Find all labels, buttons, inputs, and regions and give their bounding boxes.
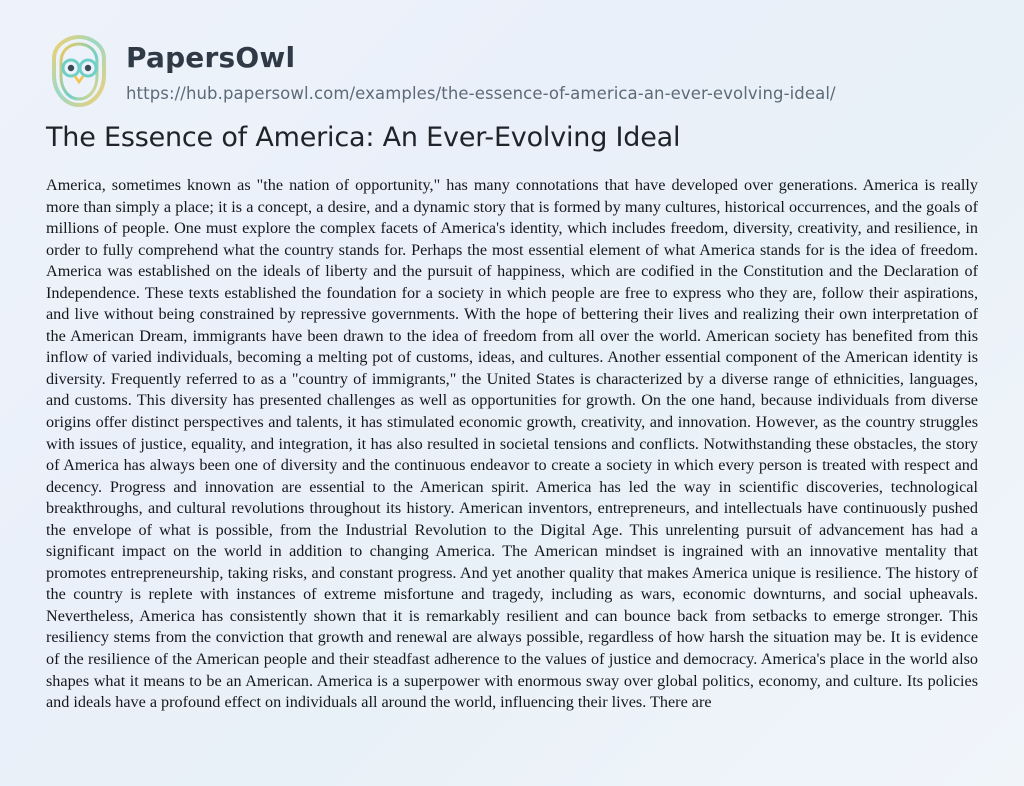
source-url[interactable]: https://hub.papersowl.com/examples/the-essence-of-america-an-ever-evolving-ideal/ [126, 83, 836, 103]
document-body-text: America, sometimes known as "the nation of opportunity," has many connotations that have developed over generations. America is really more than simply a place; it is a concept, a desire, and a dynamic story that is formed by many cultures, historical occurrences, and the goals of millions of people. One must explore the complex facets of America's identity, which includes freedom, diversity, creativity, and resilience, in order to fully comprehend what the country stands for. Perhaps the most essential element of what America stands for is the idea of freedom. America was established on the ideals of liberty and the pursuit of happiness, which are codified in the Constitution and the Declaration of Independence. These texts established the foundation for a society in which people are free to express who they are, follow their aspirations, and live without being constrained by repressive governments. With the hope of bettering their lives and realizing their own interpretation of the American Dream, immigrants have been drawn to the idea of freedom from all over the world. American society has benefited from this inflow of varied individuals, becoming a melting pot of customs, ideas, and cultures. Another essential component of the American identity is diversity. Frequently referred to as a "country of immigrants," the United States is characterized by a diverse range of ethnicities, languages, and customs. This diversity has presented challenges as well as opportunities for growth. On the one hand, because individuals from diverse origins offer distinct perspectives and talents, it has stimulated economic growth, creativity, and innovation. However, as the country struggles with issues of justice, equality, and integration, it has also resulted in societal tensions and conflicts. Notwithstanding these obstacles, the story of America has always been one of diversity and the continuous endeavor to create a society in which every person is treated with respect and decency. Progress and innovation are essential to the American spirit. America has led the way in scientific discoveries, technological breakthroughs, and cultural revolutions throughout its history. American inventors, entrepreneurs, and intellectuals have continuously pushed the envelope of what is possible, from the Industrial Revolution to the Digital Age. This unrelenting pursuit of advancement has had a significant impact on the world in addition to changing America. The American mindset is ingrained with an innovative mentality that promotes entrepreneurship, taking risks, and constant progress. And yet another quality that makes America unique is resilience. The history of the country is replete with instances of extreme misfortune and tragedy, including as wars, economic downturns, and social upheavals. Nevertheless, America has consistently shown that it is remarkably resilient and can bounce back from setbacks to emerge stronger. This resiliency stems from the conviction that growth and renewal are always possible, regardless of how harsh the situation may be. It is evidence of the resilience of the American people and their steadfast adherence to the values of justice and democracy. America's place in the world also shapes what it means to be an American. America is a superpower with enormous sway over global politics, economy, and culture. Its policies and ideals have a profound effect on individuals all around the world, influencing their lives. There are [46, 176, 978, 712]
page-title: The Essence of America: An Ever-Evolving Ideal [46, 122, 681, 153]
owl-logo-icon[interactable] [44, 35, 114, 109]
brand-block [126, 41, 836, 103]
brand-name: PapersOwl [126, 41, 296, 75]
site-header [0, 0, 1024, 103]
document-content [0, 96, 1024, 714]
